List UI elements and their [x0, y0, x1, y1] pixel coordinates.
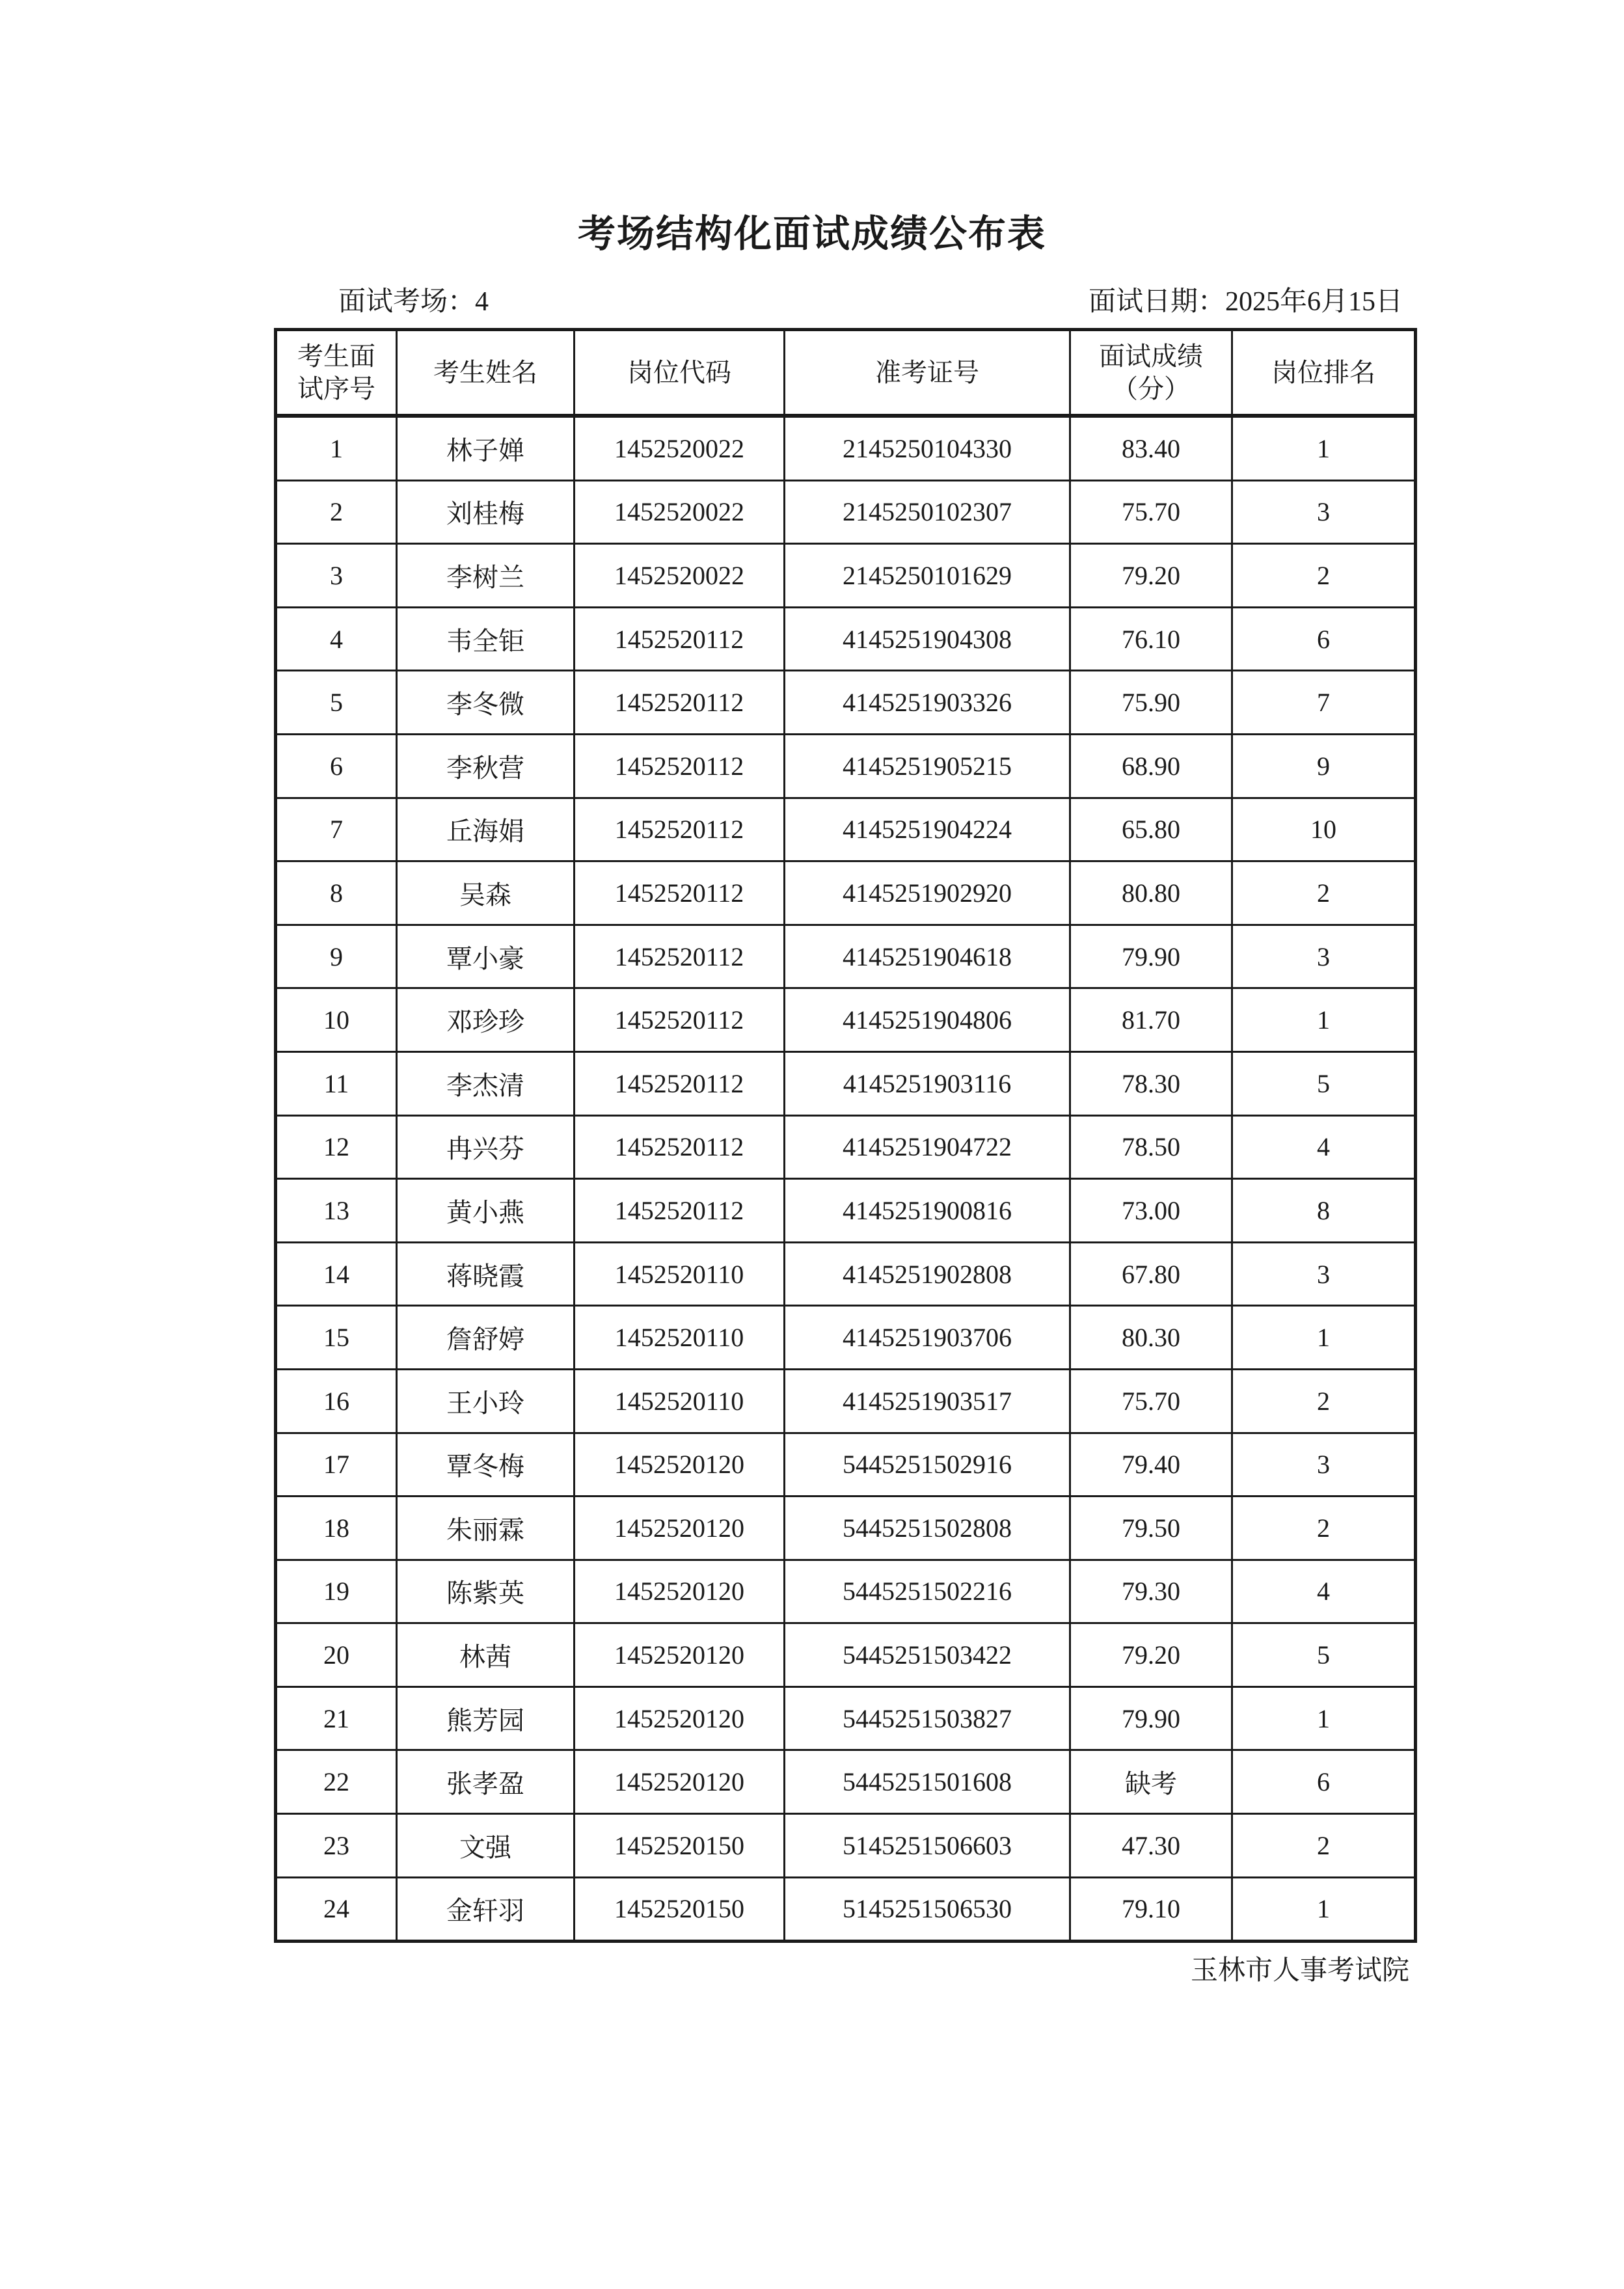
cell-name: 李秋营	[397, 734, 575, 798]
cell-post-code: 1452520112	[575, 671, 785, 735]
cell-ticket-number: 4145251904722	[785, 1115, 1070, 1179]
cell-rank: 2	[1232, 1814, 1416, 1878]
cell-rank: 1	[1232, 416, 1416, 480]
cell-post-code: 1452520120	[575, 1686, 785, 1750]
page-title: 考场结构化面试成绩公布表	[577, 213, 1046, 255]
cell-name: 张孝盈	[397, 1750, 575, 1814]
cell-score: 80.30	[1070, 1306, 1232, 1370]
cell-ticket-number: 4145251903706	[785, 1306, 1070, 1370]
cell-ticket-number: 4145251904224	[785, 798, 1070, 861]
cell-score: 79.20	[1070, 544, 1232, 608]
cell-rank: 2	[1232, 1369, 1416, 1433]
cell-score: 79.90	[1070, 1686, 1232, 1750]
table-row	[276, 607, 1416, 671]
table-row	[276, 861, 1416, 925]
table-row	[276, 1497, 1416, 1560]
cell-rank: 1	[1232, 1877, 1416, 1942]
table-body	[276, 416, 1416, 1942]
cell-rank: 2	[1232, 544, 1416, 608]
cell-score: 78.50	[1070, 1115, 1232, 1179]
cell-seq: 4	[276, 607, 397, 671]
cell-ticket-number: 2145250101629	[785, 544, 1070, 608]
cell-seq: 11	[276, 1051, 397, 1115]
cell-post-code: 1452520150	[575, 1877, 785, 1942]
cell-rank: 1	[1232, 1306, 1416, 1370]
cell-ticket-number: 4145251904308	[785, 607, 1070, 671]
cell-name: 陈紫英	[397, 1560, 575, 1623]
cell-score: 78.30	[1070, 1051, 1232, 1115]
cell-ticket-number: 4145251903116	[785, 1051, 1070, 1115]
cell-ticket-number: 5445251502808	[785, 1497, 1070, 1560]
cell-seq: 1	[276, 416, 397, 480]
cell-name: 黄小燕	[397, 1179, 575, 1243]
cell-seq: 20	[276, 1623, 397, 1687]
table-row	[276, 1686, 1416, 1750]
cell-post-code: 1452520120	[575, 1433, 785, 1497]
table-row	[276, 544, 1416, 608]
cell-score: 79.90	[1070, 925, 1232, 988]
table-row	[276, 480, 1416, 544]
cell-rank: 6	[1232, 1750, 1416, 1814]
cell-ticket-number: 2145250102307	[785, 480, 1070, 544]
cell-post-code: 1452520120	[575, 1623, 785, 1687]
table-row	[276, 1242, 1416, 1306]
cell-name: 熊芳园	[397, 1686, 575, 1750]
cell-post-code: 1452520120	[575, 1750, 785, 1814]
cell-rank: 3	[1232, 1433, 1416, 1497]
cell-seq: 17	[276, 1433, 397, 1497]
column-header-label: 考生面试序号	[297, 341, 375, 403]
cell-score: 79.10	[1070, 1877, 1232, 1942]
column-header-score	[1070, 330, 1232, 416]
cell-post-code: 1452520022	[575, 480, 785, 544]
cell-name: 覃冬梅	[397, 1433, 575, 1497]
cell-name: 覃小豪	[397, 925, 575, 988]
cell-ticket-number: 2145250104330	[785, 416, 1070, 480]
cell-name: 刘桂梅	[397, 480, 575, 544]
table-row	[276, 1115, 1416, 1179]
cell-name: 林茜	[397, 1623, 575, 1687]
cell-name: 冉兴芬	[397, 1115, 575, 1179]
cell-ticket-number: 5445251501608	[785, 1750, 1070, 1814]
cell-score: 83.40	[1070, 416, 1232, 480]
table-row	[276, 1814, 1416, 1878]
exam-date-label: 面试日期：2025年6月15日	[1088, 287, 1403, 317]
cell-post-code: 1452520112	[575, 861, 785, 925]
cell-score: 79.30	[1070, 1560, 1232, 1623]
table-row	[276, 734, 1416, 798]
cell-post-code: 1452520110	[575, 1242, 785, 1306]
table-row	[276, 925, 1416, 988]
cell-name: 文强	[397, 1814, 575, 1878]
table-row	[276, 1877, 1416, 1942]
cell-rank: 3	[1232, 1242, 1416, 1306]
cell-score: 79.20	[1070, 1623, 1232, 1687]
cell-name: 蒋晓霞	[397, 1242, 575, 1306]
cell-ticket-number: 4145251902808	[785, 1242, 1070, 1306]
cell-post-code: 1452520112	[575, 1179, 785, 1243]
cell-score: 75.70	[1070, 1369, 1232, 1433]
cell-ticket-number: 4145251904618	[785, 925, 1070, 988]
cell-post-code: 1452520112	[575, 1115, 785, 1179]
cell-seq: 16	[276, 1369, 397, 1433]
cell-name: 王小玲	[397, 1369, 575, 1433]
cell-rank: 7	[1232, 671, 1416, 735]
cell-name: 金轩羽	[397, 1877, 575, 1942]
cell-name: 吴森	[397, 861, 575, 925]
cell-rank: 9	[1232, 734, 1416, 798]
cell-name: 林子婵	[397, 416, 575, 480]
cell-score: 缺考	[1070, 1750, 1232, 1814]
cell-score: 47.30	[1070, 1814, 1232, 1878]
table-row	[276, 798, 1416, 861]
table-row	[276, 1433, 1416, 1497]
table-row	[276, 671, 1416, 735]
cell-seq: 3	[276, 544, 397, 608]
cell-post-code: 1452520112	[575, 798, 785, 861]
cell-ticket-number: 5145251506603	[785, 1814, 1070, 1878]
cell-ticket-number: 4145251903517	[785, 1369, 1070, 1433]
cell-post-code: 1452520112	[575, 607, 785, 671]
cell-seq: 15	[276, 1306, 397, 1370]
cell-rank: 1	[1232, 988, 1416, 1052]
cell-name: 韦全钜	[397, 607, 575, 671]
table-row	[276, 1051, 1416, 1115]
column-header-rank	[1232, 330, 1416, 416]
cell-rank: 10	[1232, 798, 1416, 861]
cell-ticket-number: 4145251905215	[785, 734, 1070, 798]
cell-score: 81.70	[1070, 988, 1232, 1052]
column-header-label: 面试成绩（分）	[1099, 341, 1203, 403]
table-row	[276, 1623, 1416, 1687]
column-header-label: 准考证号	[875, 357, 979, 387]
cell-rank: 3	[1232, 925, 1416, 988]
cell-seq: 12	[276, 1115, 397, 1179]
cell-seq: 22	[276, 1750, 397, 1814]
cell-post-code: 1452520120	[575, 1497, 785, 1560]
cell-ticket-number: 5445251502916	[785, 1433, 1070, 1497]
exam-room-label: 面试考场：4	[338, 287, 489, 317]
cell-ticket-number: 5445251502216	[785, 1560, 1070, 1623]
cell-post-code: 1452520112	[575, 734, 785, 798]
cell-name: 李树兰	[397, 544, 575, 608]
cell-score: 73.00	[1070, 1179, 1232, 1243]
cell-post-code: 1452520110	[575, 1306, 785, 1370]
cell-ticket-number: 4145251900816	[785, 1179, 1070, 1243]
column-header-seq	[276, 330, 397, 416]
column-header-label: 考生姓名	[433, 357, 537, 387]
cell-rank: 8	[1232, 1179, 1416, 1243]
cell-name: 邓珍珍	[397, 988, 575, 1052]
table-row	[276, 1750, 1416, 1814]
scores-table	[274, 328, 1417, 1943]
cell-seq: 8	[276, 861, 397, 925]
cell-rank: 2	[1232, 861, 1416, 925]
cell-rank: 6	[1232, 607, 1416, 671]
cell-rank: 5	[1232, 1051, 1416, 1115]
cell-ticket-number: 4145251904806	[785, 988, 1070, 1052]
cell-ticket-number: 5445251503422	[785, 1623, 1070, 1687]
table-row	[276, 1179, 1416, 1243]
cell-post-code: 1452520112	[575, 925, 785, 988]
cell-ticket-number: 5445251503827	[785, 1686, 1070, 1750]
cell-ticket-number: 4145251902920	[785, 861, 1070, 925]
issuer-footer: 玉林市人事考试院	[1190, 1956, 1409, 1986]
cell-score: 67.80	[1070, 1242, 1232, 1306]
cell-score: 68.90	[1070, 734, 1232, 798]
column-header-label: 岗位代码	[627, 357, 731, 387]
cell-name: 李冬微	[397, 671, 575, 735]
cell-name: 丘海娟	[397, 798, 575, 861]
cell-name: 詹舒婷	[397, 1306, 575, 1370]
cell-score: 65.80	[1070, 798, 1232, 861]
cell-post-code: 1452520022	[575, 416, 785, 480]
cell-rank: 4	[1232, 1560, 1416, 1623]
cell-name: 李杰清	[397, 1051, 575, 1115]
cell-score: 79.40	[1070, 1433, 1232, 1497]
cell-score: 75.90	[1070, 671, 1232, 735]
cell-post-code: 1452520022	[575, 544, 785, 608]
cell-seq: 24	[276, 1877, 397, 1942]
cell-seq: 5	[276, 671, 397, 735]
cell-seq: 19	[276, 1560, 397, 1623]
cell-seq: 13	[276, 1179, 397, 1243]
cell-score: 80.80	[1070, 861, 1232, 925]
cell-rank: 1	[1232, 1686, 1416, 1750]
cell-rank: 5	[1232, 1623, 1416, 1687]
cell-seq: 6	[276, 734, 397, 798]
cell-name: 朱丽霖	[397, 1497, 575, 1560]
column-header-ticket-number	[785, 330, 1070, 416]
cell-seq: 2	[276, 480, 397, 544]
cell-ticket-number: 4145251903326	[785, 671, 1070, 735]
table-row	[276, 988, 1416, 1052]
cell-post-code: 1452520110	[575, 1369, 785, 1433]
column-header-label: 岗位排名	[1271, 357, 1375, 387]
table-row	[276, 1560, 1416, 1623]
cell-seq: 9	[276, 925, 397, 988]
cell-post-code: 1452520112	[575, 988, 785, 1052]
cell-seq: 18	[276, 1497, 397, 1560]
table-row	[276, 1306, 1416, 1370]
table-header-row	[276, 330, 1416, 416]
cell-score: 79.50	[1070, 1497, 1232, 1560]
table-row	[276, 416, 1416, 480]
cell-post-code: 1452520112	[575, 1051, 785, 1115]
cell-rank: 4	[1232, 1115, 1416, 1179]
cell-post-code: 1452520120	[575, 1560, 785, 1623]
cell-seq: 7	[276, 798, 397, 861]
table-row	[276, 1369, 1416, 1433]
cell-post-code: 1452520150	[575, 1814, 785, 1878]
cell-seq: 21	[276, 1686, 397, 1750]
cell-seq: 23	[276, 1814, 397, 1878]
cell-seq: 10	[276, 988, 397, 1052]
cell-rank: 2	[1232, 1497, 1416, 1560]
column-header-post-code	[575, 330, 785, 416]
cell-rank: 3	[1232, 480, 1416, 544]
cell-ticket-number: 5145251506530	[785, 1877, 1070, 1942]
cell-seq: 14	[276, 1242, 397, 1306]
cell-score: 76.10	[1070, 607, 1232, 671]
cell-score: 75.70	[1070, 480, 1232, 544]
column-header-name	[397, 330, 575, 416]
